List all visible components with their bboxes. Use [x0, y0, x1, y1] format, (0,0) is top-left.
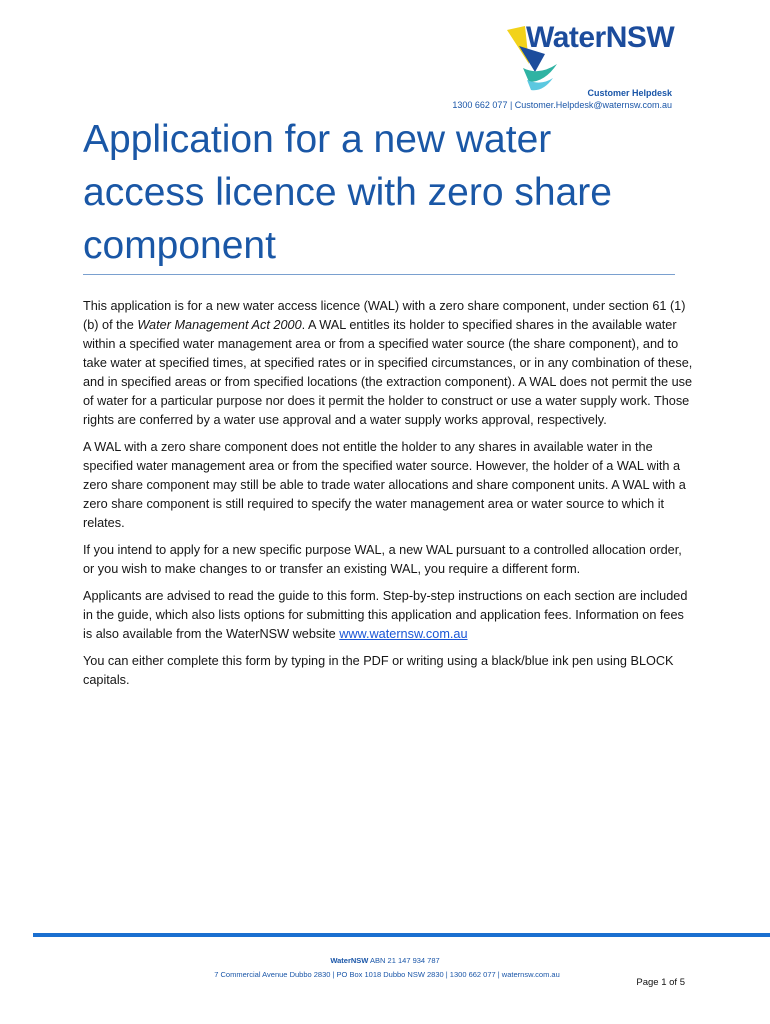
paragraph-guide — [83, 587, 693, 644]
helpdesk-contact — [452, 87, 672, 111]
paragraph-completion: You can either complete this form by typing in the PDF or writing using a black/blue ink pen using BLOCK capitals. — [83, 654, 674, 687]
website-link[interactable]: www.waternsw.com.au — [339, 627, 468, 641]
footer-abn-number: ABN 21 147 934 787 — [368, 956, 440, 965]
page-number: Page 1 of 5 — [636, 977, 685, 988]
paragraph-zero-share: A WAL with a zero share component does not entitle the holder to any shares in available water in the specified water management area or from the specified water source. However, the holder of a WAL with a zero share component may still be able to trade water allocations and share component units. A WAL with a zero share component is still required to specify the water management area or water source to which it relates. — [83, 440, 686, 530]
paragraph-intro — [83, 297, 693, 430]
footer-address: 7 Commercial Avenue Dubbo 2830 | PO Box 1018 Dubbo NSW 2830 | 1300 662 077 | waternsw.com.au — [214, 970, 560, 979]
paragraph-intro-part1: This application is for a new water access licence (WAL) with a zero share component, under section 61 (1) (b) of the — [83, 299, 686, 332]
paragraph-different-form: If you intend to apply for a new specific purpose WAL, a new WAL pursuant to a controlled allocation order, or you wish to make changes to or transfer an existing WAL, you require a different form. — [83, 543, 682, 576]
intro-body — [83, 297, 693, 698]
act-name: Water Management Act 2000 — [137, 318, 302, 332]
footer-divider — [33, 933, 770, 937]
footer-abn — [0, 956, 770, 965]
helpdesk-title: Customer Helpdesk — [587, 88, 672, 98]
footer-org: WaterNSW — [330, 956, 369, 965]
waternsw-logo — [505, 20, 695, 92]
page-title: Application for a new water access licence with zero share component — [83, 118, 612, 267]
paragraph-guide-text: Applicants are advised to read the guide to this form. Step-by-step instructions on each section are included in the guide, which also lists options for submitting this application and application fees. Information on fees is also available from the WaterNSW website — [83, 589, 688, 641]
helpdesk-details: 1300 662 077 | Customer.Helpdesk@waternsw.com.au — [452, 100, 672, 110]
title-divider — [83, 274, 675, 275]
logo-text: WaterNSW — [526, 21, 675, 54]
paragraph-intro-part2: . A WAL entitles its holder to specified shares in the available water within a specified water management area or from a specified water source (the share component), and to take water at specified times, at specified rates or in specified circumstances, or in any combination of these, and in specified areas or from specified locations (the extraction component). A WAL does not permit the use of water for a particular purpose nor does it permit the holder to construct or use a water supply work. Those rights are conferred by a water use approval and a water supply works approval, respectively. — [83, 318, 693, 427]
